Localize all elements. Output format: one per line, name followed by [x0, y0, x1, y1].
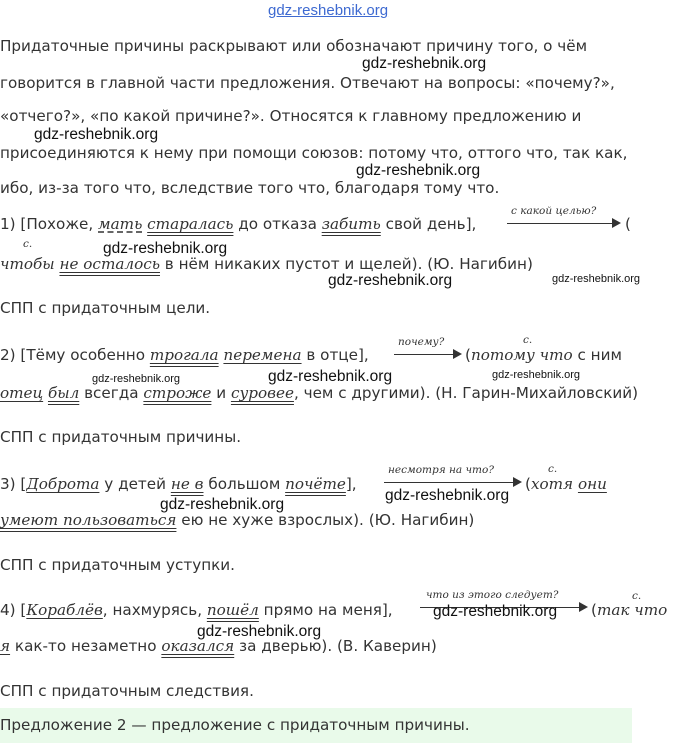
- s1-paren: (: [625, 215, 631, 233]
- watermark: gdz-reshebnik.org: [328, 272, 453, 289]
- conjunction-mark: с.: [548, 463, 558, 475]
- conjunction-mark: с.: [23, 238, 33, 250]
- watermark: gdz-reshebnik.org: [103, 240, 228, 257]
- conjunction: потому что: [470, 346, 573, 364]
- watermark: gdz-reshebnik.org: [34, 126, 159, 143]
- watermark: gdz-reshebnik.org: [492, 369, 581, 381]
- predicate: не в: [170, 475, 204, 493]
- subject: я: [0, 637, 11, 655]
- s3-line-1: 3) [Доброта у детей не в большом почёте],: [0, 475, 357, 493]
- predicate: умеют пользоваться: [0, 511, 177, 529]
- question-arrow: что из этого следует?: [420, 592, 588, 614]
- watermark: gdz-reshebnik.org: [433, 603, 558, 620]
- intro-line-5: ибо, из-за того что, вследствие того что, благодаря тому что.: [0, 179, 500, 197]
- subject: перемена: [223, 346, 302, 364]
- predicate: был: [47, 384, 80, 402]
- conjunction: так что: [596, 601, 668, 619]
- subject: Кораблёв: [26, 601, 103, 619]
- s3-line-1-end: (хотя они: [525, 475, 607, 493]
- s4-line-1: 4) [Кораблёв, нахмурясь, пошёл прямо на меня],: [0, 601, 393, 619]
- intro-line-3: «отчего?», «по какой причине?». Относятся к главному предложению и: [0, 107, 582, 125]
- s2-line-2: отец был всегда строже и суровее, чем с другими). (Н. Гарин-Михайловский): [0, 384, 639, 402]
- predicate-part: мать: [98, 215, 143, 233]
- conjunction-mark: с.: [632, 590, 642, 602]
- intro-line-2: говорится в главной части предложения. Отвечают на вопросы: «почему?»,: [0, 74, 615, 92]
- question-arrow: несмотря на что?: [384, 467, 522, 489]
- intro-line-1: Придаточные причины раскрывают или обозначают причину того, о чём: [0, 37, 588, 55]
- question-arrow: почему?: [394, 339, 462, 361]
- subject: отец: [0, 384, 44, 402]
- predicate: трогала: [149, 346, 219, 364]
- watermark: gdz-reshebnik.org: [362, 55, 487, 72]
- predicate: старалась: [147, 215, 234, 233]
- s3-line-2: умеют пользоваться ею не хуже взрослых). (Ю. Нагибин): [0, 511, 475, 529]
- watermark: gdz-reshebnik.org: [197, 623, 322, 640]
- predicate: не осталось: [59, 255, 160, 273]
- predicate: строже: [143, 384, 212, 402]
- s1-line-1: 1) [Похоже, мать старалась до отказа забить свой день],: [0, 215, 477, 233]
- watermark: gdz-reshebnik.org: [552, 273, 641, 285]
- conjunction-mark: с.: [523, 334, 533, 346]
- s3-type: СПП с придаточным уступки.: [0, 556, 235, 574]
- subject: они: [577, 475, 607, 493]
- subject: Доброта: [26, 475, 100, 493]
- watermark: gdz-reshebnik.org: [268, 368, 393, 385]
- conjunction: хотя: [530, 475, 574, 493]
- s2-line-1: 2) [Тёму особенно трогала перемена в отце],: [0, 346, 369, 364]
- watermark: gdz-reshebnik.org: [356, 162, 481, 179]
- s1-line-2: чтобы не осталось в нём никаких пустот и щелей). (Ю. Нагибин): [0, 255, 533, 273]
- predicate: суровее: [230, 384, 294, 402]
- answer-text: Предложение 2 — предложение с придаточным причины.: [0, 716, 470, 734]
- s2-type: СПП с придаточным причины.: [0, 428, 242, 446]
- s2-line-1-end: (потому что с ним: [465, 346, 622, 364]
- s4-line-1-end: (так что: [591, 601, 668, 619]
- answer-box: [0, 708, 632, 743]
- watermark: gdz-reshebnik.org: [385, 487, 510, 504]
- conjunction: чтобы: [0, 255, 55, 273]
- s4-type: СПП с придаточным следствия.: [0, 682, 254, 700]
- s4-line-2: я как-то незаметно оказался за дверью). (В. Каверин): [0, 637, 437, 655]
- predicate: оказался: [161, 637, 235, 655]
- s1-type: СПП с придаточным цели.: [0, 299, 211, 317]
- arrow-head-icon: [612, 218, 621, 228]
- watermark-link[interactable]: gdz-reshebnik.org: [268, 2, 389, 19]
- arrow-head-icon: [513, 477, 522, 487]
- predicate: пошёл: [206, 601, 259, 619]
- question-arrow: с какой целью?: [507, 208, 621, 230]
- predicate: забить: [321, 215, 381, 233]
- arrow-head-icon: [453, 349, 462, 359]
- arrow-head-icon: [579, 602, 588, 612]
- watermark: gdz-reshebnik.org: [160, 496, 285, 513]
- intro-line-4: присоединяются к нему при помощи союзов: потому что, оттого что, так как,: [0, 144, 628, 162]
- watermark: gdz-reshebnik.org: [92, 373, 181, 385]
- predicate: почёте: [285, 475, 346, 493]
